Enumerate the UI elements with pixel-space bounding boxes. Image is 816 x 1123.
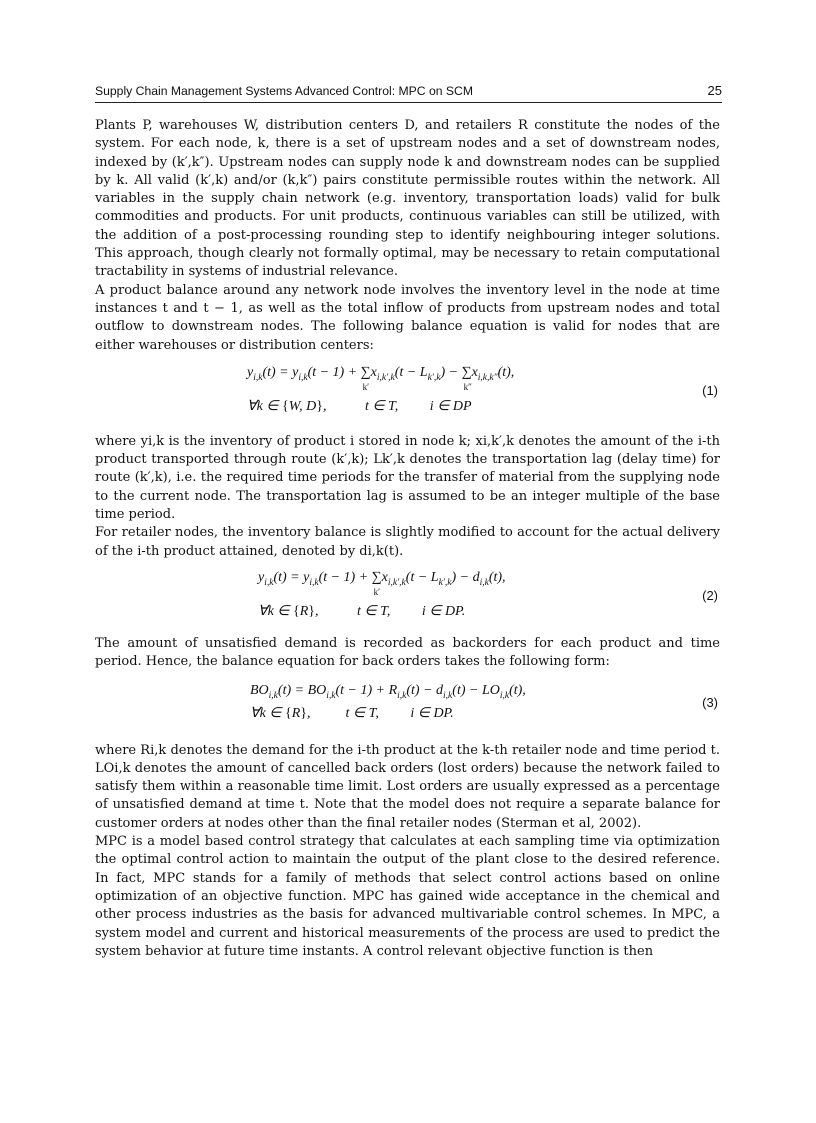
paragraph-retailer-nodes: For retailer nodes, the inventory balance is slightly modified to account for the actual delivery of the i-th product attained, denoted by di,k(t).: [95, 525, 720, 559]
equation-number: (2): [702, 587, 718, 603]
paragraph-product-balance: A product balance around any network node involves the inventory level in the node at time instances t and t − 1, as well as the total inflow of products from upstream nodes and total outflow to downstream nodes. The following balance equation is valid for nodes that are either warehouses or distribution centers:: [95, 282, 720, 353]
paragraph-nodes: Plants P, warehouses W, distribution centers D, and retailers R constitute the nodes of the system. For each node, k, there is a set of upstream nodes and a set of downstream nodes, indexed by (k′,k″). Upstream nodes can supply node k and downstream nodes can be supplied by k. All valid (k′,k) and/or (k,k″) pairs constitute permissible routes within the network. All variables in the supply chain network (e.g. inventory, transportation loads) valid for bulk commodities and products. For unit products, continuous variables can still be utilized, with the addition of a post-processing rounding step to identify neighbouring integer solutions. This approach, though clearly not formally optimal, may be necessary to retain computational tractability in systems of industrial relevance.: [95, 118, 720, 280]
equation-number: (3): [702, 694, 718, 710]
paragraph-inventory-definitions: where yi,k is the inventory of product i stored in node k; xi,k′,k denotes the amount of the i-th product transported through route (k′,k); Lk′,k denotes the transportation lag (delay time) for route (k′,k), i.e. the required time periods for the transfer of material from the supplying node to the current node. The transportation lag is assumed to be an integer multiple of the base time period.: [95, 433, 720, 523]
paragraph-demand-definitions: where Ri,k denotes the demand for the i-th product at the k-th retailer node and time period t. LOi,k denotes the amount of cancelled back orders (lost orders) because the network failed to satisfy them within a reasonable time limit. Lost orders are usually expressed as a percentage of unsatisfied demand at time t. Note that the model does not require a separate balance for customer orders at nodes other than the final retailer nodes (Sterman et al, 2002).: [95, 742, 720, 831]
page-number: 25: [707, 83, 722, 98]
equation-number: (1): [702, 382, 718, 398]
page-body: [95, 117, 720, 961]
equation-3: $BO_{i,k}(t) = BO_{i,k}(t - 1) + R_{i,k}(t) - d_{i,k}(t) - LO_{i,k}(t)$, ∀k ∈ {R}, t ∈ T, i ∈ DP. (3): [250, 682, 718, 721]
running-header: [95, 80, 722, 103]
paragraph-mpc: MPC is a model based control strategy that calculates at each sampling time via optimization the optimal control action to maintain the output of the plant close to the desired reference. In fact, MPC stands for a family of methods that select control actions based on online optimization of an objective function. MPC has gained wide acceptance in the chemical and other process industries as the basis for advanced multivariable control schemes. In MPC, a system model and current and historical measurements of the process are used to predict the system behavior at future time instants. A control relevant objective function is then: [95, 834, 720, 959]
equation-2: $y_{i,k}(t) = y_{i,k}(t - 1)$ + ∑ k′ $x_{i,k',k}(t - L_{k',k}) - d_{i,k}(t)$, ∀k ∈ {R}, t ∈ T, i ∈ DP. (2): [258, 569, 718, 619]
running-title: Supply Chain Management Systems Advanced Control: MPC on SCM: [95, 84, 473, 98]
equation-1: $y_{i,k}(t) = y_{i,k}(t - 1)$ + ∑ k′ $x_{i,k',k}(t - L_{k',k})$ − ∑ k″ $x_{i,k,k''}(t)$, ∀k ∈ {W, D}, t ∈ T, i ∈ DP (1): [247, 364, 718, 414]
paragraph-backorders: The amount of unsatisfied demand is recorded as backorders for each product and time period. Hence, the balance equation for back orders takes the following form:: [95, 635, 720, 670]
